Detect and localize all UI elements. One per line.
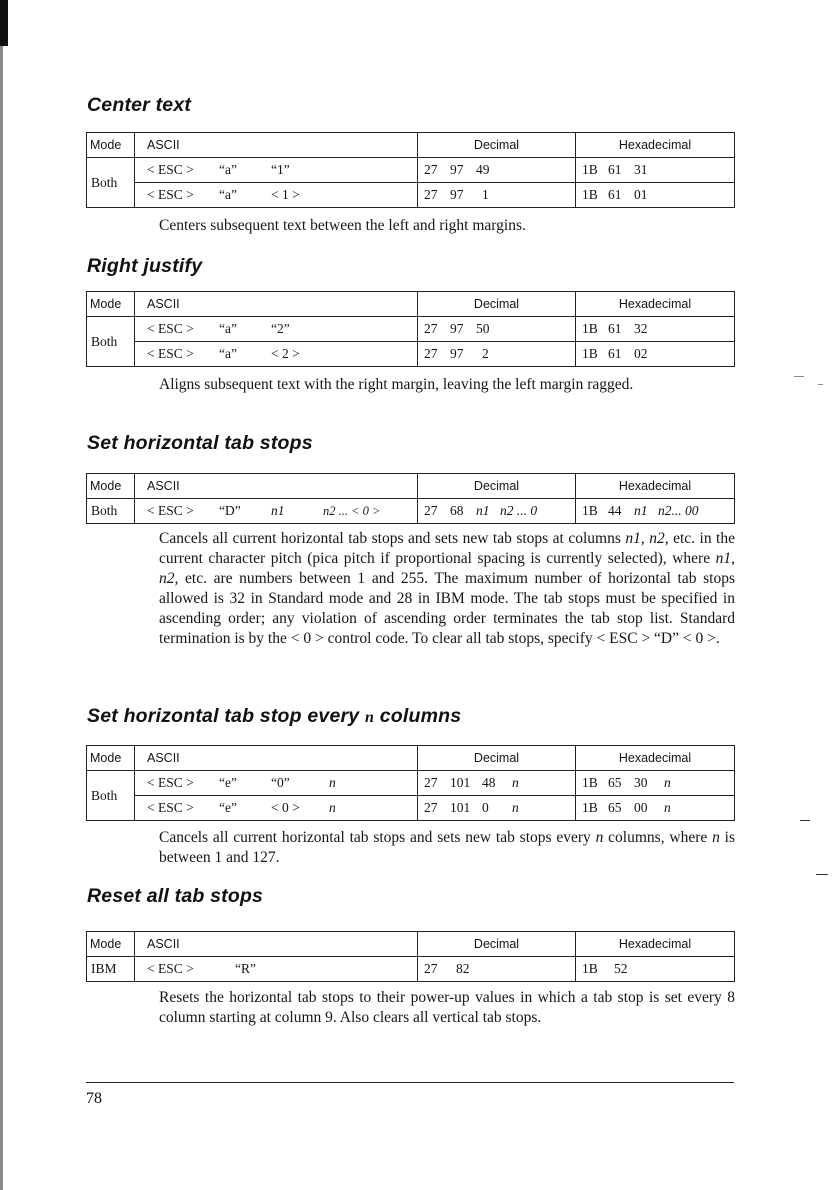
- hex-cell: 1B 61 32: [576, 317, 735, 342]
- mode-cell: Both: [87, 499, 135, 524]
- table-row: [87, 183, 735, 208]
- command-table-right-justify: [86, 291, 735, 367]
- header-hexadecimal: Hexadecimal: [576, 133, 735, 158]
- command-table-tab-every-n: [86, 745, 735, 821]
- header-ascii: ASCII: [135, 474, 418, 499]
- hex-cell: 1B 52: [576, 957, 735, 982]
- ascii-cell: < ESC > “D” n1 n2 ... < 0 >: [135, 499, 418, 524]
- header-mode: Mode: [87, 474, 135, 499]
- table-header-row: [87, 133, 735, 158]
- header-mode: Mode: [87, 932, 135, 957]
- header-ascii: ASCII: [135, 292, 418, 317]
- hex-cell: 1B 61 01: [576, 183, 735, 208]
- header-ascii: ASCII: [135, 133, 418, 158]
- page-number: 78: [86, 1090, 102, 1107]
- mode-cell: IBM: [87, 957, 135, 982]
- table-header-row: [87, 474, 735, 499]
- mode-cell: Both: [87, 317, 135, 367]
- section-title-reset-tabs: Reset all tab stops: [87, 885, 264, 907]
- margin-mark: [818, 384, 823, 385]
- header-mode: Mode: [87, 292, 135, 317]
- header-decimal: Decimal: [418, 746, 576, 771]
- mode-cell: Both: [87, 771, 135, 821]
- header-mode: Mode: [87, 133, 135, 158]
- decimal-cell: 27 82: [418, 957, 576, 982]
- table-row: [87, 499, 735, 524]
- hex-cell: 1B 65 00 n: [576, 796, 735, 821]
- table-row: [87, 342, 735, 367]
- ascii-cell: < ESC > “a” “2”: [135, 317, 418, 342]
- header-mode: Mode: [87, 746, 135, 771]
- page-binding-edge: [0, 0, 3, 1190]
- description-set-tab-stops: Cancels all current horizontal tab stops and sets new tab stops at columns n1, n2, etc. in the current character pitch (pica pitch if proportional spacing is currently selected), where n1, n2, etc. are numbers between 1 and 255. The maximum number of horizontal tab stops allowed is 32 in Standard mode and 28 in IBM mode. The tab stops must be specified in ascending order; any violation of ascending order terminates the tab stop list. Standard termination is by the < 0 > control code. To clear all tab stops, specify < ESC > “D” < 0 >.: [159, 530, 735, 647]
- decimal-cell: 27 97 50: [418, 317, 576, 342]
- decimal-cell: 27 97 1: [418, 183, 576, 208]
- decimal-cell: 27 68 n1 n2 ... 0: [418, 499, 576, 524]
- table-row: [87, 796, 735, 821]
- table-row: [87, 771, 735, 796]
- decimal-cell: 27 101 0 n: [418, 796, 576, 821]
- table-header-row: [87, 932, 735, 957]
- ascii-cell: < ESC > “a” < 1 >: [135, 183, 418, 208]
- header-hexadecimal: Hexadecimal: [576, 746, 735, 771]
- header-hexadecimal: Hexadecimal: [576, 292, 735, 317]
- section-title-set-tab-stops: Set horizontal tab stops: [87, 432, 313, 454]
- decimal-cell: 27 97 2: [418, 342, 576, 367]
- ascii-cell: < ESC > “e” “0” n: [135, 771, 418, 796]
- ascii-cell: < ESC > “a” “1”: [135, 158, 418, 183]
- description-reset-tabs: Resets the horizontal tab stops to their power-up values in which a tab stop is set every 8 column starting at column 9. Also clears all vertical tab stops.: [159, 989, 735, 1026]
- ascii-cell: < ESC > “e” < 0 > n: [135, 796, 418, 821]
- decimal-cell: 27 97 49: [418, 158, 576, 183]
- margin-mark: [794, 376, 804, 377]
- hex-cell: 1B 65 30 n: [576, 771, 735, 796]
- table-header-row: [87, 292, 735, 317]
- hex-cell: 1B 61 31: [576, 158, 735, 183]
- header-hexadecimal: Hexadecimal: [576, 474, 735, 499]
- header-decimal: Decimal: [418, 932, 576, 957]
- section-title-tab-every-n: Set horizontal tab stop every n columns: [87, 705, 462, 727]
- header-ascii: ASCII: [135, 746, 418, 771]
- mode-cell: Both: [87, 158, 135, 208]
- hex-cell: 1B 44 n1 n2... 00: [576, 499, 735, 524]
- description-tab-every-n: Cancels all current horizontal tab stops and sets new tab stops every n columns, where n is between 1 and 127.: [159, 829, 736, 866]
- command-table-reset-tabs: [86, 931, 735, 982]
- table-header-row: [87, 746, 735, 771]
- header-ascii: ASCII: [135, 932, 418, 957]
- table-row: [87, 957, 735, 982]
- margin-mark: [816, 874, 828, 875]
- hex-cell: 1B 61 02: [576, 342, 735, 367]
- ascii-cell: < ESC > “a” < 2 >: [135, 342, 418, 367]
- table-row: [87, 317, 735, 342]
- header-decimal: Decimal: [418, 292, 576, 317]
- section-title-right-justify: Right justify: [87, 255, 203, 277]
- footer-rule: [86, 1082, 734, 1083]
- header-decimal: Decimal: [418, 474, 576, 499]
- header-hexadecimal: Hexadecimal: [576, 932, 735, 957]
- command-table-center-text: [86, 132, 735, 208]
- command-table-set-tab-stops: [86, 473, 735, 524]
- table-row: [87, 158, 735, 183]
- margin-mark: [800, 820, 810, 821]
- page-binding-mark: [0, 0, 8, 46]
- header-decimal: Decimal: [418, 133, 576, 158]
- description-right-justify: Aligns subsequent text with the right margin, leaving the left margin ragged.: [159, 376, 634, 393]
- ascii-cell: < ESC > “R”: [135, 957, 418, 982]
- description-center-text: Centers subsequent text between the left and right margins.: [159, 217, 526, 234]
- decimal-cell: 27 101 48 n: [418, 771, 576, 796]
- section-title-center-text: Center text: [87, 94, 192, 116]
